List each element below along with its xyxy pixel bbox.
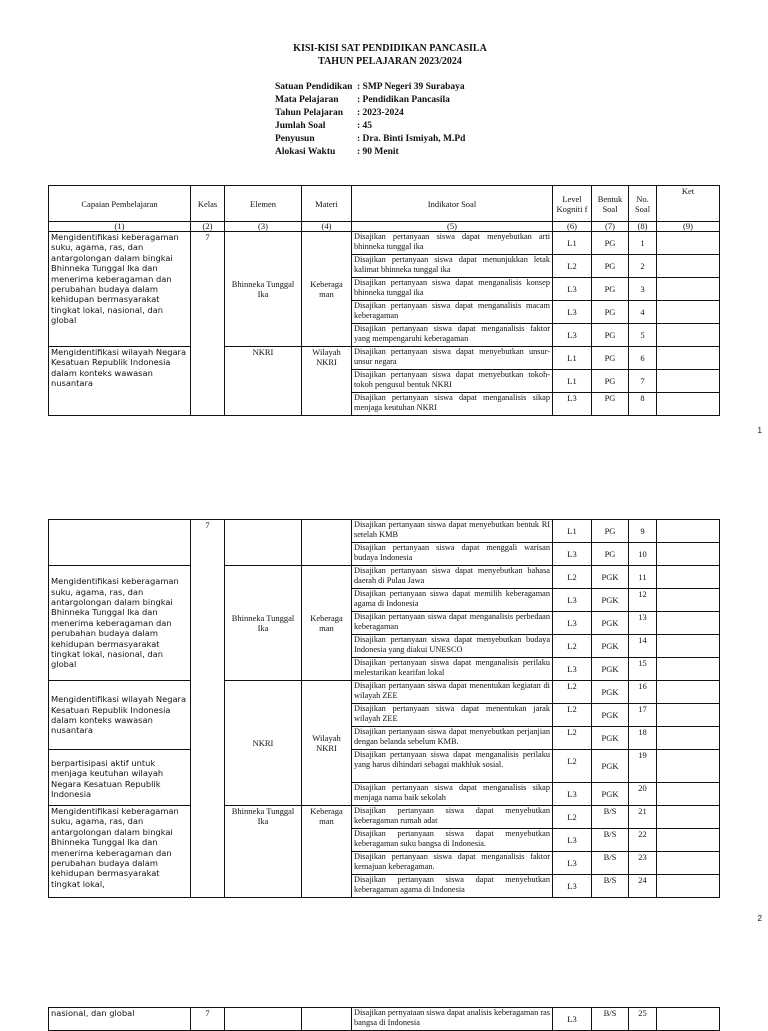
no-soal-cell: 9	[629, 520, 657, 543]
materi-cell: Keberaga man	[302, 566, 352, 681]
indikator-cell: Disajikan pertanyaan siswa dapat menunjukkan letak kalimat bhinneka tunggal ika	[352, 255, 553, 278]
ket-cell	[657, 347, 720, 370]
ket-cell	[657, 520, 720, 543]
table-row	[49, 347, 720, 370]
column-number-row	[49, 222, 720, 232]
no-soal-cell: 24	[629, 875, 657, 898]
indikator-cell: Disajikan pertanyaan siswa dapat menganalisis faktor kemajuan keberagaman.	[352, 852, 553, 875]
capaian-cell: Mengidentifikasi keberagaman suku, agama, ras, dan antargolongan dalam bingkai Bhinneka Tunggal Ika dan menerima keberagaman dan perubahan budaya dalam kehidupan bermasyarakat tingkat lokal, nasional, dan global	[49, 566, 191, 681]
header-cp: Capaian Pembelajaran	[49, 186, 191, 222]
elemen-cell: Bhinneka Tunggal Ika	[225, 232, 302, 347]
indikator-cell: Disajikan pertanyaan siswa dapat menganalisis perilaku yang harus dihindari sebagai makhluk sosial.	[352, 750, 553, 783]
bentuk-cell: PG	[592, 301, 629, 324]
no-soal-cell: 19	[629, 750, 657, 783]
document-title-line1: KISI-KISI SAT PENDIDIKAN PANCASILA	[293, 43, 487, 54]
capaian-cell: Mengidentifikasi keberagaman suku, agama, ras, dan antargolongan dalam bingkai Bhinneka Tunggal Ika dan menerima keberagaman dan perubahan budaya dalam kehidupan bermasyarakat tingkat lokal, nasional, dan global	[49, 232, 191, 347]
col-number: (6)	[553, 222, 592, 232]
bentuk-cell: B/S	[592, 1008, 629, 1031]
no-soal-cell: 18	[629, 727, 657, 750]
elemen-cell: Bhinneka Tunggal Ika	[225, 566, 302, 681]
elemen-cell	[225, 520, 302, 566]
materi-cell	[302, 1008, 352, 1031]
page-number: 2	[757, 914, 762, 923]
bentuk-cell: B/S	[592, 875, 629, 898]
ket-cell	[657, 783, 720, 806]
kisi-kisi-table-page3	[48, 1007, 720, 1031]
bentuk-cell: PGK	[592, 681, 629, 704]
meta-key: Satuan Pendidikan	[275, 82, 353, 92]
level-cell: L3	[553, 783, 592, 806]
bentuk-cell: PGK	[592, 566, 629, 589]
kisi-kisi-table-page1	[48, 185, 720, 416]
ket-cell	[657, 635, 720, 658]
ket-cell	[657, 681, 720, 704]
capaian-cell: Mengidentifikasi wilayah Negara Kesatuan Republik Indonesia dalam konteks wawasan nusantara	[49, 347, 191, 416]
bentuk-cell: PGK	[592, 658, 629, 681]
ket-cell	[657, 750, 720, 783]
meta-row	[275, 81, 465, 94]
ket-cell	[657, 393, 720, 416]
bentuk-cell: PG	[592, 232, 629, 255]
ket-cell	[657, 612, 720, 635]
level-cell: L2	[553, 255, 592, 278]
ket-cell	[657, 543, 720, 566]
level-cell: L1	[553, 370, 592, 393]
col-number: (4)	[302, 222, 352, 232]
table-row	[49, 520, 720, 543]
meta-key: Jumlah Soal	[275, 121, 326, 131]
level-cell: L3	[553, 278, 592, 301]
ket-cell	[657, 806, 720, 829]
meta-row	[275, 120, 465, 133]
indikator-cell: Disajikan pertanyaan siswa dapat menganalisis konsep bhinneka tunggal ika	[352, 278, 553, 301]
level-cell: L3	[553, 852, 592, 875]
no-soal-cell: 10	[629, 543, 657, 566]
materi-cell: Wilayah NKRI	[302, 681, 352, 806]
col-number: (3)	[225, 222, 302, 232]
meta-row	[275, 94, 465, 107]
level-cell: L3	[553, 543, 592, 566]
indikator-cell: Disajikan pertanyaan siswa dapat menganalisis perilaku melestarikan kearifan lokal	[352, 658, 553, 681]
level-cell: L2	[553, 635, 592, 658]
table-row	[49, 681, 720, 704]
kelas-cell: 7	[191, 1008, 225, 1031]
header-level: Level Kogniti f	[553, 186, 592, 222]
bentuk-cell: PG	[592, 278, 629, 301]
indikator-cell: Disajikan pertanyaan siswa dapat menganalisis sikap menjaga keutuhan NKRI	[352, 393, 553, 416]
indikator-cell: Disajikan pertanyaan siswa dapat menentukan jarak wilayah ZEE	[352, 704, 553, 727]
ket-cell	[657, 255, 720, 278]
document-meta	[275, 81, 465, 159]
no-soal-cell: 7	[629, 370, 657, 393]
level-cell: L3	[553, 393, 592, 416]
meta-row	[275, 107, 465, 120]
table-row	[49, 750, 720, 783]
materi-cell: Wilayah NKRI	[302, 347, 352, 416]
indikator-cell: Disajikan pertanyaan siswa dapat menentukan kegiatan di wilayah ZEE	[352, 681, 553, 704]
no-soal-cell: 12	[629, 589, 657, 612]
level-cell: L2	[553, 566, 592, 589]
header-elemen: Elemen	[225, 186, 302, 222]
meta-key: Mata Pelajaran	[275, 95, 339, 105]
meta-row	[275, 133, 465, 146]
col-number: (1)	[49, 222, 191, 232]
col-number: (7)	[592, 222, 629, 232]
capaian-cell: Mengidentifikasi keberagaman suku, agama, ras, dan antargolongan dalam bingkai Bhinneka Tunggal Ika dan menerima keberagaman dan perubahan budaya dalam kehidupan bermasyarakat tingkat lokal,	[49, 806, 191, 898]
bentuk-cell: PG	[592, 255, 629, 278]
header-bentuk: Bentuk Soal	[592, 186, 629, 222]
meta-value: : 45	[357, 121, 373, 131]
ket-cell	[657, 370, 720, 393]
level-cell: L3	[553, 875, 592, 898]
capaian-cell: Mengidentifikasi wilayah Negara Kesatuan Republik Indonesia dalam konteks wawasan nusantara	[49, 681, 191, 750]
no-soal-cell: 25	[629, 1008, 657, 1031]
no-soal-cell: 8	[629, 393, 657, 416]
no-soal-cell: 22	[629, 829, 657, 852]
page-number: 1	[757, 426, 762, 435]
ket-cell	[657, 324, 720, 347]
no-soal-cell: 14	[629, 635, 657, 658]
level-cell: L2	[553, 704, 592, 727]
bentuk-cell: PGK	[592, 704, 629, 727]
table-row	[49, 232, 720, 255]
col-number: (2)	[191, 222, 225, 232]
bentuk-cell: PGK	[592, 750, 629, 783]
level-cell: L2	[553, 750, 592, 783]
no-soal-cell: 20	[629, 783, 657, 806]
ket-cell	[657, 875, 720, 898]
header-no: No. Soal	[629, 186, 657, 222]
header-materi: Materi	[302, 186, 352, 222]
meta-value: : Pendidikan Pancasila	[357, 95, 450, 105]
no-soal-cell: 4	[629, 301, 657, 324]
indikator-cell: Disajikan pertanyaan siswa dapat menyebutkan tokoh-tokoh pengusul bentuk NKRI	[352, 370, 553, 393]
meta-value: : Dra. Binti Ismiyah, M.Pd	[357, 134, 466, 144]
elemen-cell: NKRI	[225, 347, 302, 416]
no-soal-cell: 13	[629, 612, 657, 635]
bentuk-cell: PG	[592, 393, 629, 416]
no-soal-cell: 5	[629, 324, 657, 347]
bentuk-cell: PG	[592, 324, 629, 347]
indikator-cell: Disajikan pertanyaan siswa dapat menyebutkan keberagaman agama di Indonesia	[352, 875, 553, 898]
level-cell: L2	[553, 681, 592, 704]
no-soal-cell: 16	[629, 681, 657, 704]
indikator-cell: Disajikan pertanyaan siswa dapat menyebutkan arti bhinneka tunggal ika	[352, 232, 553, 255]
col-number: (5)	[352, 222, 553, 232]
ket-cell	[657, 1008, 720, 1031]
elemen-cell	[225, 1008, 302, 1031]
header-kelas: Kelas	[191, 186, 225, 222]
no-soal-cell: 3	[629, 278, 657, 301]
no-soal-cell: 23	[629, 852, 657, 875]
ket-cell	[657, 589, 720, 612]
indikator-cell: Disajikan pertanyaan siswa dapat menyebutkan bahasa daerah di Pulau Jawa	[352, 566, 553, 589]
kelas-cell: 7	[191, 520, 225, 898]
col-number: (8)	[629, 222, 657, 232]
bentuk-cell: PGK	[592, 635, 629, 658]
table-row	[49, 806, 720, 829]
ket-cell	[657, 566, 720, 589]
ket-cell	[657, 704, 720, 727]
no-soal-cell: 17	[629, 704, 657, 727]
materi-cell: Keberaga man	[302, 232, 352, 347]
table-row	[49, 1008, 720, 1031]
indikator-cell: Disajikan pertanyaan siswa dapat menyebutkan keberagaman rumah adat	[352, 806, 553, 829]
level-cell: L2	[553, 806, 592, 829]
level-cell: L3	[553, 658, 592, 681]
bentuk-cell: B/S	[592, 829, 629, 852]
meta-value: : 2023-2024	[357, 108, 404, 118]
ket-cell	[657, 852, 720, 875]
ket-cell	[657, 829, 720, 852]
bentuk-cell: PGK	[592, 727, 629, 750]
no-soal-cell: 2	[629, 255, 657, 278]
level-cell: L1	[553, 232, 592, 255]
level-cell: L1	[553, 520, 592, 543]
meta-key: Alokasi Waktu	[275, 147, 336, 157]
bentuk-cell: PG	[592, 370, 629, 393]
bentuk-cell: PG	[592, 347, 629, 370]
meta-row	[275, 146, 465, 159]
meta-value: : SMP Negeri 39 Surabaya	[357, 82, 465, 92]
level-cell: L3	[553, 612, 592, 635]
ket-cell	[657, 658, 720, 681]
materi-cell: Keberaga man	[302, 806, 352, 898]
level-cell: L2	[553, 727, 592, 750]
elemen-cell: NKRI	[225, 681, 302, 806]
ket-cell	[657, 301, 720, 324]
level-cell: L3	[553, 324, 592, 347]
indikator-cell: Disajikan pernyataan siswa dapat analisis keberagaman ras bangsa di Indonesia	[352, 1008, 553, 1031]
level-cell: L3	[553, 1008, 592, 1031]
no-soal-cell: 21	[629, 806, 657, 829]
level-cell: L3	[553, 301, 592, 324]
indikator-cell: Disajikan pertanyaan siswa dapat menganalisis perbedaan keberagaman	[352, 612, 553, 635]
indikator-cell: Disajikan pertanyaan siswa dapat menyebutkan bentuk RI setelah KMB	[352, 520, 553, 543]
no-soal-cell: 6	[629, 347, 657, 370]
bentuk-cell: B/S	[592, 852, 629, 875]
indikator-cell: Disajikan pertanyaan siswa dapat menganalisis faktor yang mempengaruhi keberagaman	[352, 324, 553, 347]
no-soal-cell: 1	[629, 232, 657, 255]
indikator-cell: Disajikan pertanyaan siswa dapat menganalisis sikap menjaga nama baik sekolah	[352, 783, 553, 806]
indikator-cell: Disajikan pertanyaan siswa dapat menyebutkan budaya Indonesia yang diakui UNESCO	[352, 635, 553, 658]
capaian-cell	[49, 520, 191, 566]
level-cell: L3	[553, 829, 592, 852]
indikator-cell: Disajikan pertanyaan siswa dapat menyebutkan unsur-unsur negara	[352, 347, 553, 370]
bentuk-cell: PGK	[592, 589, 629, 612]
indikator-cell: Disajikan pertanyaan siswa dapat menggali warisan budaya Indonesia	[352, 543, 553, 566]
header-row	[49, 186, 720, 222]
capaian-cell: nasional, dan global	[49, 1008, 191, 1031]
indikator-cell: Disajikan pertanyaan siswa dapat memilih keberagaman agama di Indonesia	[352, 589, 553, 612]
indikator-cell: Disajikan pertanyaan siswa dapat menganalisis macam keberagaman	[352, 301, 553, 324]
bentuk-cell: PG	[592, 520, 629, 543]
level-cell: L1	[553, 347, 592, 370]
level-cell: L3	[553, 589, 592, 612]
bentuk-cell: PGK	[592, 612, 629, 635]
elemen-cell: Bhinneka Tunggal Ika	[225, 806, 302, 898]
table-row	[49, 566, 720, 589]
bentuk-cell: PG	[592, 543, 629, 566]
ket-cell	[657, 727, 720, 750]
no-soal-cell: 11	[629, 566, 657, 589]
header-indikator: Indikator Soal	[352, 186, 553, 222]
col-number: (9)	[657, 222, 720, 232]
bentuk-cell: PGK	[592, 783, 629, 806]
indikator-cell: Disajikan pertanyaan siswa dapat menyebutkan keberagaman suku bangsa di Indonesia.	[352, 829, 553, 852]
materi-cell	[302, 520, 352, 566]
document-title-line2: TAHUN PELAJARAN 2023/2024	[318, 56, 462, 67]
bentuk-cell: B/S	[592, 806, 629, 829]
ket-cell	[657, 232, 720, 255]
meta-key: Tahun Pelajaran	[275, 108, 344, 118]
kisi-kisi-table-page2	[48, 519, 720, 898]
capaian-cell: berpartisipasi aktif untuk menjaga keutuhan wilayah Negara Kesatuan Republik Indonesia	[49, 750, 191, 806]
header-ket: Ket	[657, 186, 720, 222]
meta-key: Penyusun	[275, 134, 315, 144]
kelas-cell: 7	[191, 232, 225, 416]
indikator-cell: Disajikan pertanyaan siswa dapat menyebutkan perjanjian dengan belanda sebelum KMB.	[352, 727, 553, 750]
meta-value: : 90 Menit	[357, 147, 399, 157]
ket-cell	[657, 278, 720, 301]
no-soal-cell: 15	[629, 658, 657, 681]
